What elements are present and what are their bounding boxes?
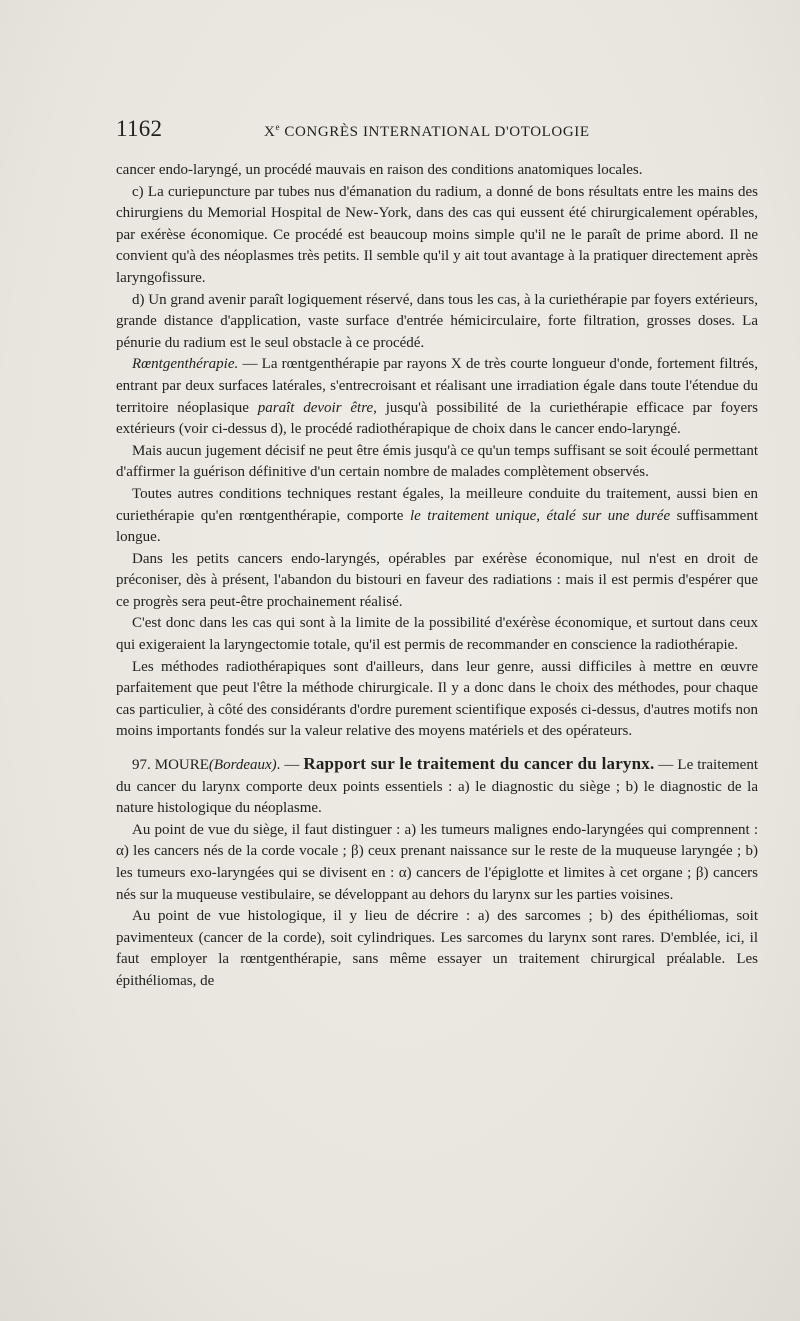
report-title: Rapport sur le traitement du cancer du larynx. [303,754,655,774]
paragraph-5: Mais aucun jugement décisif ne peut être émis jusqu'à ce qu'un temps suffisant se soit écoulé permettant d'affirmer la guérison définitive d'un certain nombre de malades complètement observés. [116,442,758,481]
running-head [264,122,590,141]
running-head-rest: CONGRÈS INTERNATIONAL D'OTOLOGIE [280,124,590,140]
running-head-prefix: X [264,124,276,140]
report-number-author: 97. MOURE [132,757,209,774]
report-intro: — Le traitement du cancer du larynx comporte deux points essentiels : a) le diagnostic du siège ; b) le diagnostic de la nature histologique du néoplasme. [116,757,759,817]
paragraph-9: Les méthodes radiothérapiques sont d'ailleurs, dans leur genre, aussi difficiles à mettre en œuvre parfaitement que peut l'être la méthode chirurgicale. Il y a donc dans le choix des méthodes, pour chaque cas particulier, à côté des considérants d'ordre purement scientifique exposés ci-dessus, d'autres motifs non moins importants fondés sur la valeur relative des moyens matériels et des opérateurs. [116,658,758,740]
report-dash: . — [276,757,304,774]
paragraph-4 [116,354,758,440]
paragraph-4-text-b: , jusqu'à possibilité de la curiethérapie efficace par foyers extérieurs (voir ci-dessus d), le procédé radiothérapique de choix dans le cancer endo-laryngé. [116,399,758,438]
report-author-city: (Bordeaux) [208,757,277,774]
page-number: 1162 [116,116,163,141]
paragraph-4-text-a: — La rœntgenthérapie par rayons X de très courte longueur d'onde, fortement filtrés, entrant par deux surfaces latérales, s'entrecroisant et réalisant une irradiation égale dans toute l'étendue du territoire néoplasique [116,356,758,416]
paragraph-8: C'est donc dans les cas qui sont à la limite de la possibilité d'exérèse économique, et surtout dans ceux qui exigeraient la laryngectomie totale, qu'il est permis de recommander en conscience la radiothérapie. [116,615,758,654]
running-head-sup: e [275,122,281,132]
paragraph-6 [116,484,758,549]
paragraph-7: Dans les petits cancers endo-laryngés, opérables par exérèse économique, nul n'est en droit de préconiser, dès à présent, l'abandon du bistouri en faveur des radiations : mais il est permis d'espérer que ce progrès sera peut-être prochainement réalisé. [116,550,758,610]
paragraph-3: d) Un grand avenir paraît logiquement réservé, dans tous les cas, à la curiethérapie par foyers extérieurs, grande distance d'application, vaste surface d'entrée hémicirculaire, forte filtration, grosses doses. La pénurie du radium est le seul obstacle à ce procédé. [116,291,758,351]
paragraph-6-text-b: suffisamment longue. [116,507,758,546]
paragraph-11: Au point de vue du siège, il faut distinguer : a) les tumeurs malignes endo-laryngées qui comprennent : α) les cancers nés de la corde vocale ; β) ceux prenant naissance sur le reste de la muqueuse laryngée ; b) les tumeurs exo-laryngées qui se divisent en : α) cancers de l'épiglotte et limites à cet organe ; β) cancers nés sur la muqueuse vestibulaire, se développant au dehors du larynx sur les parties voisines. [116,821,758,903]
paragraph-2: c) La curiepuncture par tubes nus d'émanation du radium, a donné de bons résultats entre les mains des chirurgiens du Memorial Hospital de New-York, dans des cas qui eussent été chirurgicalement opérables, par exérèse économique. Ce procédé est beaucoup moins simple qu'il ne le paraît de prime abord. Il ne convient qu'à des néoplasmes très petits. Il semble qu'il y ait tout avantage à la pratiquer directement après laryngofissure. [116,183,758,286]
paragraph-4-emphasis: paraît devoir être [257,399,374,416]
paragraph-1: cancer endo-laryngé, un procédé mauvais en raison des conditions anatomiques locales. [116,162,643,178]
section-heading-roentgen: Rœntgenthérapie. [132,356,239,373]
paragraph-6-emphasis: le traitement unique, étalé sur une durée [409,507,671,524]
page-body [116,160,758,993]
report-entry [116,753,758,820]
section-gap [116,743,758,753]
paragraph-12: Au point de vue histologique, il y lieu de décrire : a) des sarcomes ; b) des épithéliomas, soit pavimenteux (cancer de la corde), soit cylindriques. Les sarcomes du larynx sont rares. D'emblée, ici, il faut employer la rœntgenthérapie, sans même essayer un traitement chirurgical préalable. Les épithéliomas, de [116,908,758,989]
paragraph-6-text-a: Toutes autres conditions techniques restant égales, la meilleure conduite du traitement, aussi bien en curiethérapie qu'en rœntgenthérapie, comporte [116,485,758,524]
page-header [116,116,756,146]
